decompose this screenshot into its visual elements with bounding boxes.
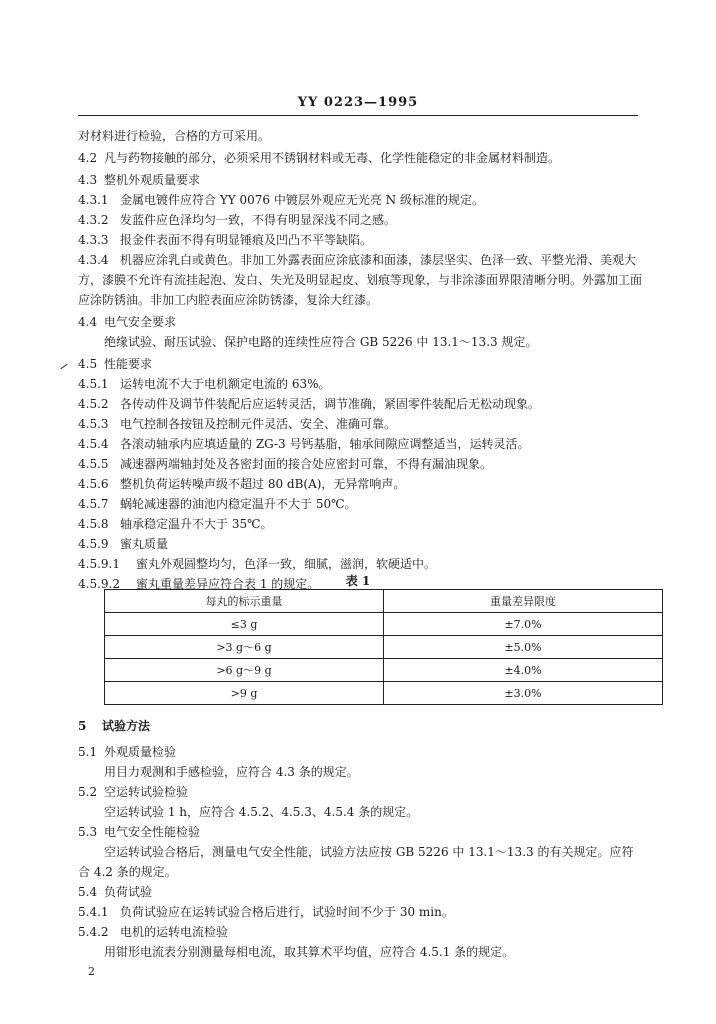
- clause-line: 5.1 外观质量检验: [78, 745, 177, 759]
- clause-line: 4.5.2 各传动件及调节件装配后应运转灵活，调节准确，紧固零件装配后无松动现象。: [78, 397, 541, 411]
- clause-line: 4.3.1 金属电镀件应符合 YY 0076 中镀层外观应无光亮 N 级标准的规定。: [78, 193, 484, 207]
- clause-line: 4.5.6 整机负荷运转噪声级不超过 80 dB(A)，无异常响声。: [78, 477, 406, 491]
- body-line: 合 4.2 条的规定。: [78, 865, 177, 879]
- table-cell: ±3.0%: [384, 682, 663, 705]
- clause-line: 5.3 电气安全性能检验: [78, 825, 201, 839]
- clause-line: 4.3.2 发蓝件应色泽均匀一致，不得有明显深浅不同之感。: [78, 213, 397, 227]
- table-cell: >9 g: [105, 682, 384, 705]
- clause-line: 4.5.9.1 蜜丸外观圆整均匀，色泽一致，细腻，滋润，软硬适中。: [78, 557, 437, 571]
- table-row: [105, 659, 663, 682]
- body-line: 空运转试验 1 h，应符合 4.5.2、4.5.3、4.5.4 条的规定。: [104, 805, 419, 819]
- standard-code-header: YY 0223—1995: [297, 95, 419, 110]
- page-number: 2: [88, 965, 95, 978]
- clause-line: 4.4 电气安全要求: [78, 315, 177, 329]
- table-cell: ±5.0%: [384, 636, 663, 659]
- clause-line: 4.5.1 运转电流不大于电机额定电流的 63%。: [78, 377, 331, 391]
- table-header-cell: 重量差异限度: [384, 590, 663, 613]
- body-line: 空运转试验合格后，测量电气安全性能，试验方法应按 GB 5226 中 13.1～13.3 的有关规定。应符: [104, 845, 634, 859]
- clause-line: 4.5 性能要求: [78, 357, 153, 371]
- table-header-row: [105, 590, 663, 613]
- table-header-cell: 每丸的标示重量: [105, 590, 384, 613]
- table-cell: ±7.0%: [384, 613, 663, 636]
- clause-line: 4.5.5 减速器两端轴封处及各密封面的接合处应密封可靠，不得有漏油现象。: [78, 457, 493, 471]
- clause-line: 4.5.9.2 蜜丸重量差异应符合表 1 的规定。: [78, 577, 320, 591]
- margin-mark: [60, 364, 67, 369]
- table-cell: ≤3 g: [105, 613, 384, 636]
- body-line: 应涂防锈油。非加工内腔表面应涂防锈漆，复涂大红漆。: [78, 293, 379, 307]
- clause-line: 4.3 整机外观质量要求: [78, 173, 201, 187]
- clause-line: 4.5.3 电气控制各按钮及控制元件灵活、安全、准确可靠。: [78, 417, 397, 431]
- header-rule: [78, 115, 638, 116]
- table-row: [105, 682, 663, 705]
- body-line: 绝缘试验、耐压试验、保护电路的连续性应符合 GB 5226 中 13.1～13.3 规定。: [104, 335, 538, 349]
- table-row: [105, 636, 663, 659]
- clause-line: 4.5.4 各滚动轴承内应填适量的 ZG-3 号钙基脂，轴承间隙应调整适当，运转灵活。: [78, 437, 530, 451]
- weight-variance-table: [104, 589, 663, 705]
- clause-line: 4.3.4 机器应涂乳白或黄色。非加工外露表面应涂底漆和面漆，漆层坚实、色泽一致、平整光滑、美观大: [78, 253, 637, 267]
- clause-line: 5.4 负荷试验: [78, 885, 153, 899]
- clause-line: 5.2 空运转试验检验: [78, 785, 189, 799]
- table-cell: ±4.0%: [384, 659, 663, 682]
- clause-line: 4.5.7 蜗轮减速器的油池内稳定温升不大于 50℃。: [78, 497, 357, 511]
- body-line: 用钳形电流表分别测量每相电流，取其算术平均值，应符合 4.5.1 条的规定。: [104, 945, 515, 959]
- clause-line: 5.4.1 负荷试验应在运转试验合格后进行，试验时间不少于 30 min。: [78, 905, 454, 919]
- clause-line: 5.4.2 电机的运转电流检验: [78, 925, 229, 939]
- clause-line: 4.3.3 报金件表面不得有明显锤痕及凹凸不平等缺陷。: [78, 233, 373, 247]
- section-title: 5 试验方法: [78, 719, 151, 733]
- body-line: 用目力观测和手感检验，应符合 4.3 条的规定。: [104, 765, 359, 779]
- table-cell: >3 g～6 g: [105, 636, 384, 659]
- table-row: [105, 613, 663, 636]
- body-line: 方，漆膜不允许有流挂起泡、发白、失光及明显起皮、划痕等现象，与非涂漆面界限清晰分明。外露加工面: [78, 273, 643, 287]
- body-line: 对材料进行检验，合格的方可采用。: [78, 129, 271, 143]
- table-cell: >6 g～9 g: [105, 659, 384, 682]
- clause-line: 4.5.8 轴承稳定温升不大于 35℃。: [78, 517, 273, 531]
- table-caption: 表 1: [345, 574, 371, 588]
- clause-line: 4.2 凡与药物接触的部分，必须采用不锈钢材料或无毒、化学性能稳定的非金属材料制造。: [78, 151, 561, 165]
- clause-line: 4.5.9 蜜丸质量: [78, 537, 169, 551]
